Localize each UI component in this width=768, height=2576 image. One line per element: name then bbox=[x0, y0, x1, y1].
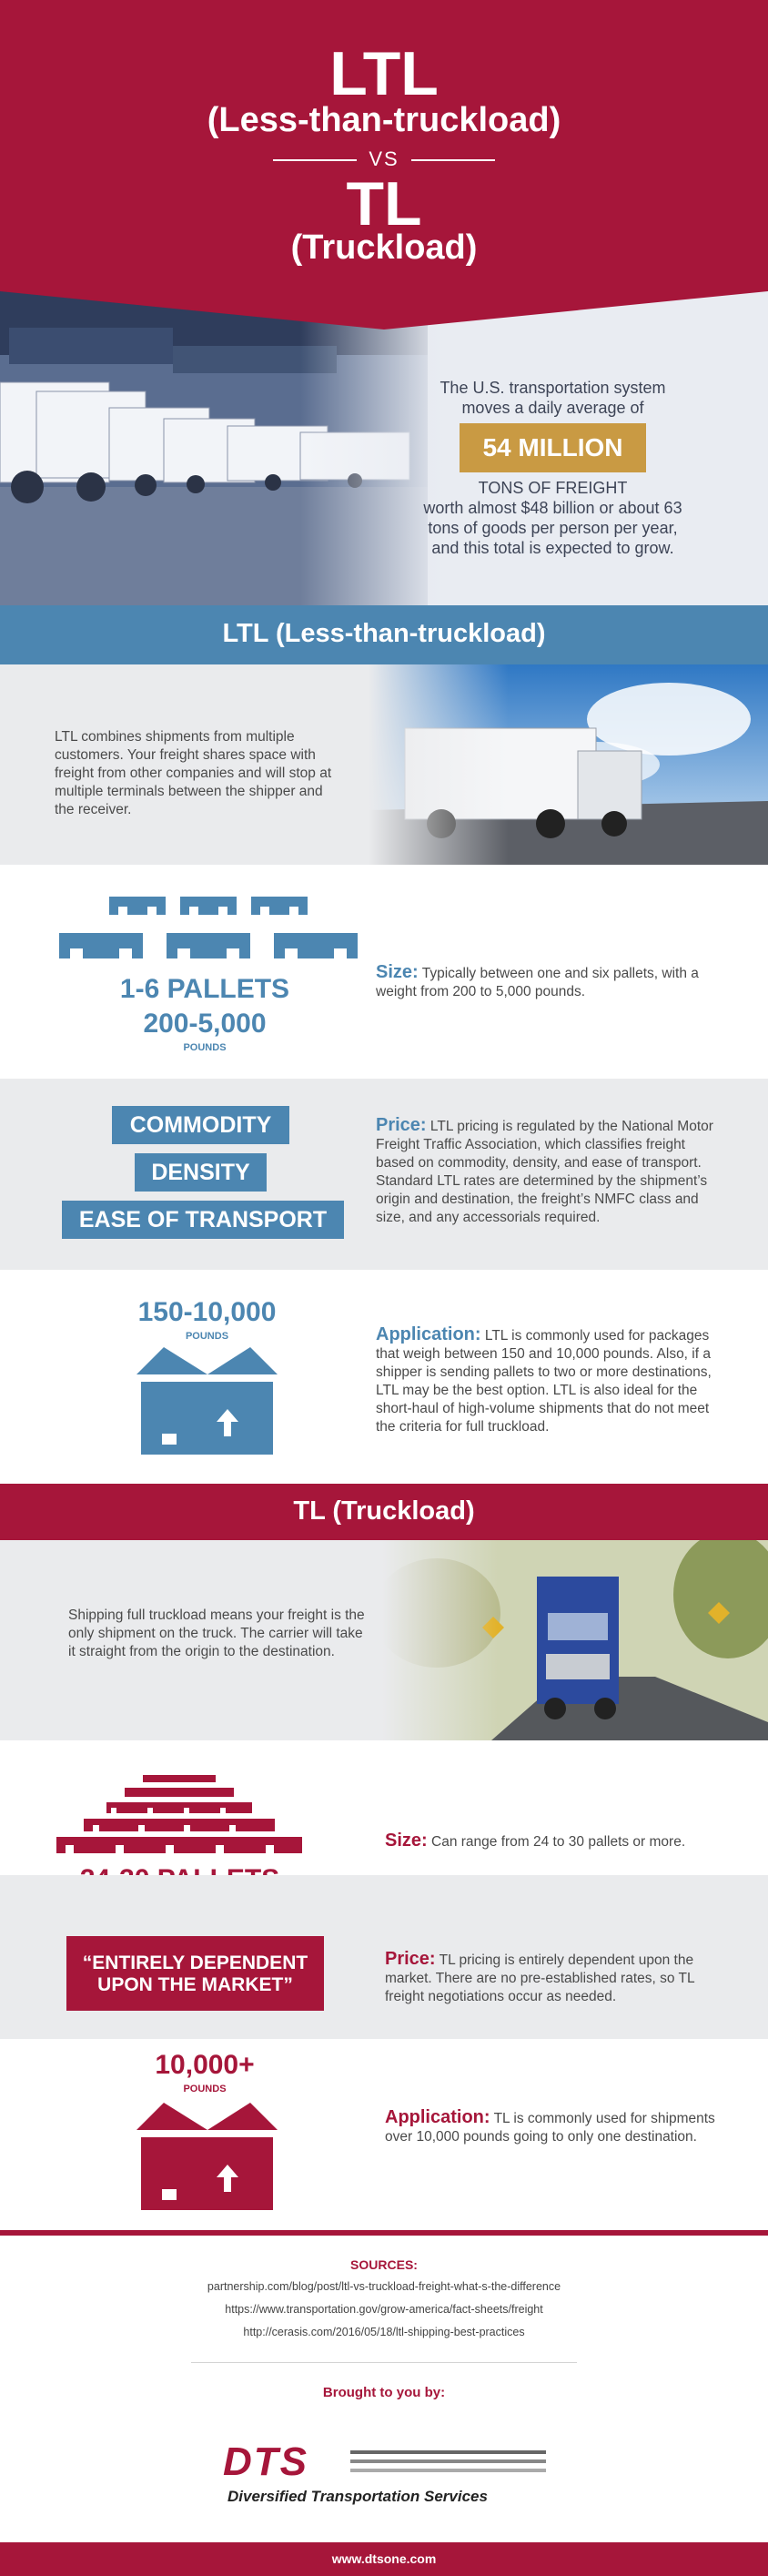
tl-price-label: Price: bbox=[385, 1949, 436, 1969]
ltl-size-text: Typically between one and six pallets, with a weight from 200 to 5,000 pounds. bbox=[376, 966, 699, 999]
vs-label: VS bbox=[369, 147, 399, 170]
tl-intro-text: Shipping full truckload means your freight is the only shipment on the truck. The carrier will take it straight from the origin to the destination. bbox=[68, 1607, 365, 1659]
tl-market-quote: “ENTIRELY DEPENDENT UPON THE MARKET” bbox=[66, 1936, 324, 2011]
ltl-intro-text: LTL combines shipments from multiple customers. Your freight shares space with freight from other companies and will stop at multiple terminals between the shipper and the receiver. bbox=[55, 729, 332, 817]
ltl-pounds-unit: POUNDS bbox=[183, 1042, 227, 1053]
tl-app-desc bbox=[385, 2108, 731, 2146]
ltl-pounds-range: 200-5,000 bbox=[143, 1009, 267, 1039]
tl-pallets-icon bbox=[56, 1775, 302, 1857]
tl-box-icon bbox=[127, 2103, 287, 2212]
tl-app-text: TL is commonly used for shipments over 10,000 pounds going to only one destination. bbox=[385, 2111, 715, 2145]
highway-truck-image bbox=[369, 664, 768, 865]
title-tl-sub: (Truckload) bbox=[290, 228, 478, 267]
title-ltl-sub: (Less-than-truckload) bbox=[207, 101, 561, 139]
ltl-pallets-count: 1-6 PALLETS bbox=[119, 974, 290, 1004]
ltl-price-text: LTL pricing is regulated by the National Motor Freight Traffic Association, which classifies freight based on commodity, density, and ease of transport. Standard LTL rates are determined by the shipment’s origin and destination, the freight’s NMFC class and size, and any accessorials required. bbox=[376, 1119, 713, 1225]
ltl-box-unit: POUNDS bbox=[185, 1331, 229, 1342]
source-link-3[interactable]: http://cerasis.com/2016/05/18/ltl-shipping-best-practices bbox=[243, 2326, 525, 2338]
logo-stripe-3 bbox=[350, 2469, 546, 2472]
tl-size-label: Size: bbox=[385, 1831, 428, 1851]
ltl-app-desc bbox=[376, 1325, 722, 1436]
ltl-size-desc bbox=[376, 963, 703, 1001]
ltl-price-label: Price: bbox=[376, 1115, 427, 1135]
dts-logo[interactable] bbox=[223, 2439, 551, 2521]
title-ltl: LTL bbox=[329, 39, 439, 108]
dts-logo-mark: DTS bbox=[223, 2439, 308, 2484]
sources-divider bbox=[191, 2362, 577, 2363]
ltl-box-range: 150-10,000 bbox=[137, 1297, 277, 1327]
ltl-title: LTL (Less-than-truckload) bbox=[222, 619, 546, 648]
ltl-price-desc bbox=[376, 1116, 722, 1227]
tl-app-label: Application: bbox=[385, 2107, 490, 2127]
brought-label: Brought to you by: bbox=[322, 2385, 446, 2400]
tl-price-text: TL pricing is entirely dependent upon the market. There are no pre-established rates, so TL freight negotiations occur as needed. bbox=[385, 1952, 695, 2004]
stat-intro: The U.S. transportation system moves a daily average of bbox=[440, 379, 666, 417]
stat-badge: 54 MILLION bbox=[460, 423, 646, 472]
stat-unit: TONS OF FREIGHT bbox=[478, 479, 628, 497]
tl-price-desc bbox=[385, 1950, 731, 2006]
logo-stripe-2 bbox=[350, 2459, 546, 2463]
chip-density: DENSITY bbox=[135, 1153, 267, 1192]
ltl-pallets-icon bbox=[59, 892, 359, 965]
tl-size-text: Can range from 24 to 30 pallets or more. bbox=[431, 1834, 686, 1850]
logo-stripe-1 bbox=[350, 2450, 546, 2454]
header-chevron bbox=[0, 273, 768, 330]
footer-url[interactable]: www.dtsone.com bbox=[331, 2551, 437, 2566]
chip-commodity: COMMODITY bbox=[112, 1106, 289, 1144]
stat-detail: worth almost $48 billion or about 63 tons of goods per person per year, and this total is expected to grow. bbox=[423, 499, 682, 557]
ltl-box-icon bbox=[127, 1347, 287, 1456]
dts-logo-name: Diversified Transportation Services bbox=[227, 2488, 488, 2505]
tl-box-range: 10,000+ bbox=[155, 2050, 255, 2080]
blue-truck-image bbox=[382, 1540, 768, 1740]
ltl-app-text: LTL is commonly used for packages that weigh between 150 and 10,000 pounds. Also, if a shipper is sending pallets to two or more destinations, LTL may be the best option. LTL is also ideal for the short-haul of high-volume shipments that do not meet the criteria for full truckload. bbox=[376, 1328, 712, 1435]
sources-title: SOURCES: bbox=[350, 2257, 418, 2272]
tl-title: TL (Truckload) bbox=[293, 1496, 475, 1526]
sources-top-rule bbox=[0, 2230, 768, 2236]
chip-ease-of-transport: EASE OF TRANSPORT bbox=[62, 1201, 344, 1239]
ltl-app-label: Application: bbox=[376, 1324, 481, 1344]
source-link-1[interactable]: partnership.com/blog/post/ltl-vs-truckload-freight-what-s-the-difference bbox=[207, 2280, 561, 2293]
source-link-2[interactable]: https://www.transportation.gov/grow-america/fact-sheets/freight bbox=[225, 2303, 543, 2316]
title-tl: TL bbox=[346, 169, 422, 238]
tl-box-unit: POUNDS bbox=[183, 2084, 227, 2094]
ltl-size-label: Size: bbox=[376, 962, 419, 982]
tl-size-desc bbox=[385, 1831, 731, 1851]
